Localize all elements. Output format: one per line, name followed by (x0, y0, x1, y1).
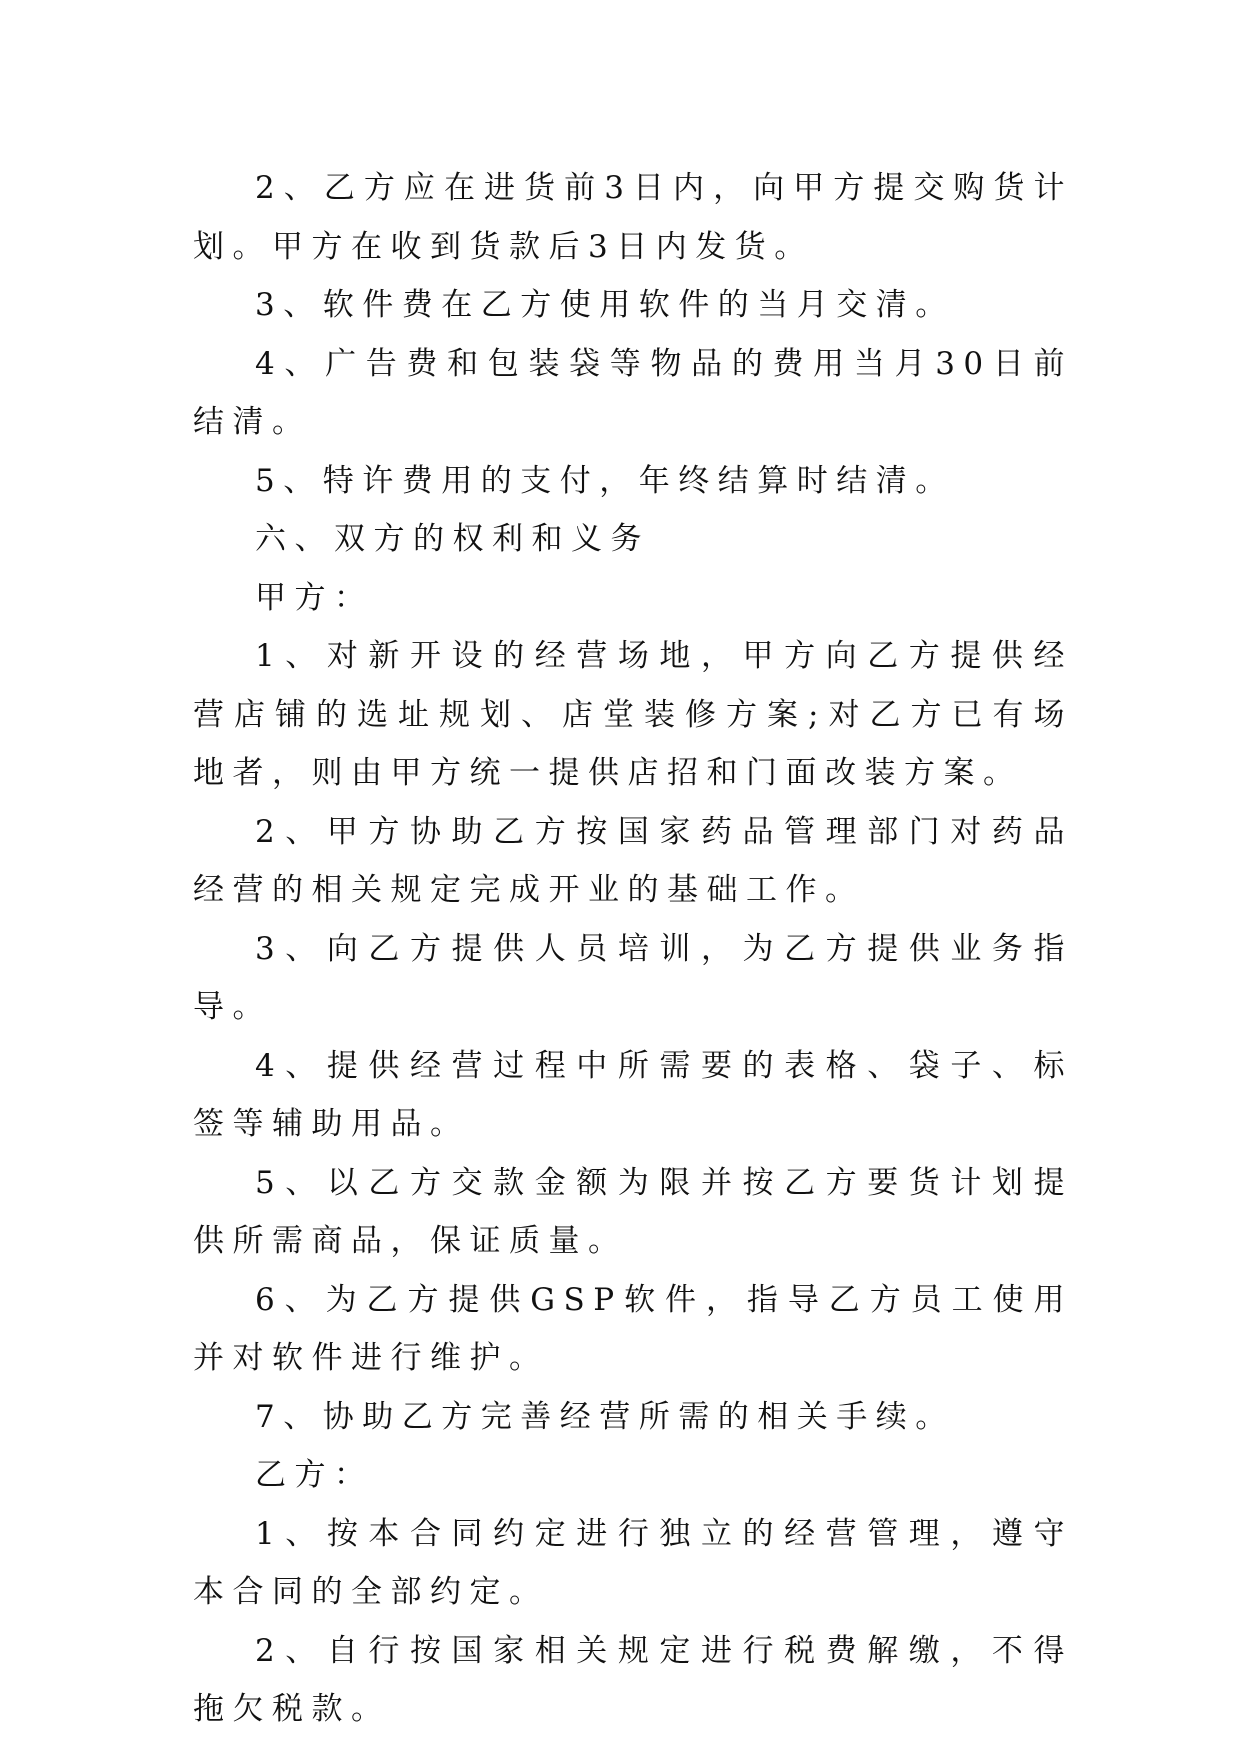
party-b-item-1: 1、按本合同约定进行独立的经营管理，遵守本合同的全部约定。 (193, 1515, 1073, 1610)
party-a-heading: 甲方： (255, 579, 374, 616)
party-b-heading: 乙方： (255, 1457, 374, 1493)
party-a-item-7: 7、协助乙方完善经营所需的相关手续。 (255, 1398, 955, 1435)
party-a-item-6: 6、为乙方提供GSP软件，指导乙方员工使用并对软件进行维护。 (193, 1281, 1073, 1376)
party-a-item-1: 1、对新开设的经营场地，甲方向乙方提供经营店铺的选址规划、店堂装修方案;对乙方已有场地者，则由甲方统一提供店招和门面改装方案。 (193, 638, 1073, 791)
section-heading-rights-obligations: 六、双方的权利和义务 (255, 521, 650, 557)
document-body (193, 159, 1073, 1739)
party-b-item-2: 2、自行按国家相关规定进行税费解缴，不得拖欠税款。 (193, 1632, 1073, 1727)
paragraph-franchise-fee: 5、特许费用的支付，年终结算时结清。 (255, 462, 955, 499)
party-a-item-5: 5、以乙方交款金额为限并按乙方要货计划提供所需商品，保证质量。 (193, 1164, 1073, 1259)
party-a-item-3: 3、向乙方提供人员培训，为乙方提供业务指导。 (193, 930, 1073, 1025)
party-a-item-4: 4、提供经营过程中所需要的表格、袋子、标签等辅助用品。 (193, 1047, 1073, 1142)
party-a-item-2: 2、甲方协助乙方按国家药品管理部门对药品经营的相关规定完成开业的基础工作。 (193, 813, 1073, 908)
paragraph-software-fee: 3、软件费在乙方使用软件的当月交清。 (255, 287, 955, 323)
paragraph-advertising-fee: 4、广告费和包装袋等物品的费用当月30日前结清。 (193, 345, 1073, 440)
paragraph-purchase-plan: 2、乙方应在进货前3日内，向甲方提交购货计划。甲方在收到货款后3日内发货。 (193, 170, 1073, 265)
